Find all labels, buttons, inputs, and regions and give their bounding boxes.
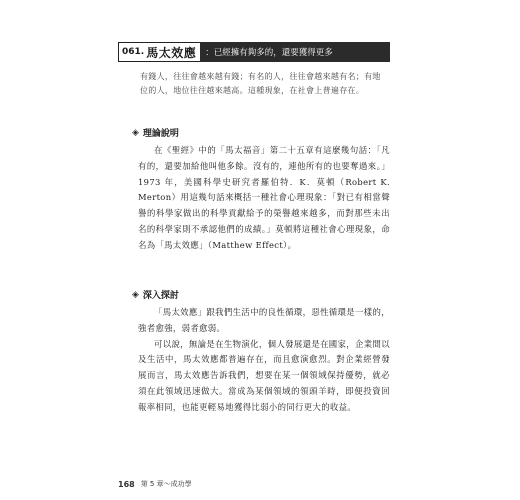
theory-body [138, 143, 390, 254]
discussion-paragraph: 可以說，無論是在生物演化，個人發展還是在國家，企業間以及生活中，馬太效應都普遍存在，而且愈演愈烈。對企業經營發展而言，馬太效應告訴我們，想要在某一個領域保持優勢，就必須在此領域迅速做大。當成為某個領域的領頭羊時，即便投資回報率相同，也能更輕易地獲得比弱小的同行更大的收益。 [138, 338, 390, 412]
section-heading-theory [132, 126, 179, 139]
entry-number: 061. [122, 47, 145, 57]
page-footer [118, 479, 192, 489]
intro-quote: 有錢人，往往會越來越有錢；有名的人，往往會越來越有名；有地位的人，地位往往越來越高。這種現象，在社會上普遍存在。 [140, 72, 381, 95]
diamond-icon: ◈ [132, 127, 139, 138]
section-heading-label: 深入探討 [142, 291, 179, 301]
theory-paragraph: 在《聖經》中的「馬太福音」第二十五章有這麼幾句話：「凡有的，還要加給他叫他多餘。沒有的，連他所有的也要奪過來。」1973 年，美國科學史研究者羅伯特．K．莫頓（Robert K. Merton）用這幾句話來概括一種社會心理現象：「對已有相當聲譽的科學家做出的科學貢獻給予的榮譽越來越多，而對那些未出名的科學家則不承認他們的成績。」莫頓將這種社會心理現象，命名為「馬太效應」（Matthew Effect）。 [138, 145, 390, 250]
section-heading-label: 理論說明 [142, 129, 179, 139]
entry-title: 馬太效應 [146, 45, 197, 60]
diamond-icon: ◈ [132, 289, 139, 300]
discussion-body [138, 305, 390, 416]
chapter-title-bar [118, 42, 390, 62]
section-heading-discussion [132, 288, 179, 301]
page-number: 168 [118, 479, 135, 489]
discussion-paragraph: 「馬太效應」跟我們生活中的良性循環，惡性循環是一樣的，強者愈強，弱者愈弱。 [138, 307, 390, 333]
entry-subtitle: ：已經擁有夠多的，還要獲得更多 [200, 42, 390, 62]
chapter-label: 第 5 章～成功學 [140, 480, 192, 488]
title-block [118, 42, 200, 62]
